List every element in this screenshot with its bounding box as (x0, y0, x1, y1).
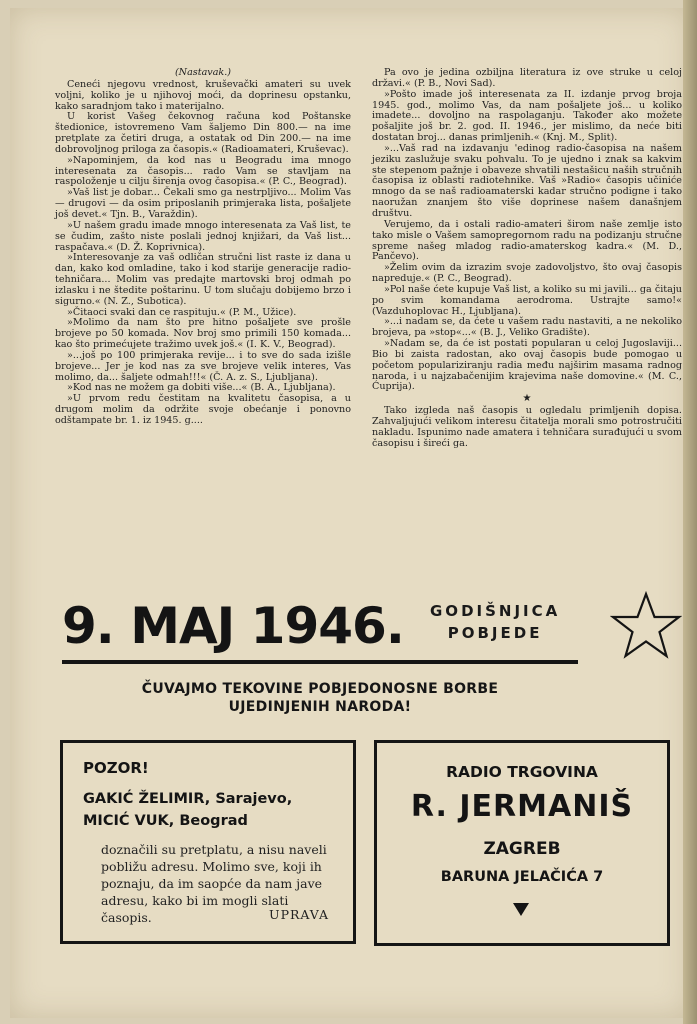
letter-paragraph: »Nadam se, da će ist postati popularan u celoj Jugoslaviji... Bio bi zaista radostan, ako ovaj časopis bude pomogao u početom popularizirаnju radia među najširim masama radnog naroda, i u najzabačenijim krajevima naše domovine.« (M. C., Ćuprija). (372, 338, 682, 393)
notice-box (60, 740, 356, 944)
letter-paragraph: Verujemo, da i ostali radio-amateri širom naše zemlje isto tako misle o Vašem samopregornom radu na podizanju stručne spreme našeg mladog radio-amaterskog kadra.« (M. D., Pančevo). (372, 218, 682, 263)
letter-paragraph: »...i nadam se, da ćete u vašem radu nastaviti, a ne nekoliko brojeva, pa »stop«...« (B. J., Veliko Gradište). (372, 316, 682, 339)
page-binding-edge (683, 0, 697, 1024)
victory-day-banner (62, 596, 678, 672)
notice-name-2: MICIĆ VUK, Beograd (83, 813, 248, 829)
shop-advert-box (374, 740, 670, 946)
shop-name: R. JERMANIŠ (410, 789, 634, 824)
letter-paragraph: »Čitaoci svaki dan ce raspituju.« (P. M., Užice). (67, 306, 297, 318)
triangle-down-icon (513, 903, 529, 916)
section-divider-star: ★ (522, 393, 532, 405)
letter-paragraph: »Napominjem, da kod nas u Beogradu ima mnogo interesenata za časopis... rado Vam se stavljam na raspoloženje u cilju širenja ovog časopisa.« (P. C., Beograd). (55, 154, 351, 188)
letter-paragraph: »Kod nas ne možem ga dobiti više...« (B. A., Ljubljana). (67, 382, 336, 394)
slogan-line-1: ČUVAJMO TEKOVINE POBJEDONOSNE BORBE (141, 681, 499, 697)
letter-paragraph: »Vaš list je dobar... Čekali smo ga nestrpljivo... Molim Vas — drugovi — da osim priposlanih primjeraka lista, pošaljete još devet.« Tjn. B., Varaždin). (55, 187, 351, 220)
banner-slogan (62, 680, 578, 716)
slogan-line-2: UJEDINJENIH NARODA! (228, 699, 412, 715)
letter-paragraph: »Pošto imade još interesenata za II. izdanje prvog broja 1945. god., molimo Vas, da nam pošaljete još... u koliko imadete... dovoljno na raspolaganju. Također ako možete pošaljite još br. 2. god. II. 1946., jer mislimo, da neće biti dostatan broj... danas primljenih.« (Knj. M., Split). (372, 88, 682, 144)
notice-name-1: GAKIĆ ŽELIMIR, Sarajevo, (83, 791, 293, 807)
notice-text: doznačili su pretplatu, a nisu naveli pobližu adresu. Molimo sve, koji ih poznaju, da im saopće da nam jave adresu, kako bi im mogli slati časopis. (101, 842, 327, 925)
letter-paragraph: »U našem gradu imade mnogo interesenata za Vaš list, te se čudim, zašto niste poslali jednoj knjižari, da Vaš list... raspačava.« (D. Ž. Koprivnica). (55, 219, 351, 253)
letter-paragraph: »Molimo da nam što pre hitno pošaljete sve prošle brojeve po 50 komada. Nov broj smo primili 150 komada... kao što primećujete tražimo uvek još.« (I. K. V., Beograd). (55, 317, 351, 351)
banner-date: 9. MAJ 1946. (62, 597, 404, 655)
anniversary-line-1: GODIŠNJICA (430, 602, 561, 620)
notice-heading: POZOR! (83, 759, 149, 777)
letter-paragraph: »...još po 100 primjeraka revije... i to sve do sada izišle brojeve... Jer je kod nas za sve brojeve velik interes, Vas molimo, da... šaljete odmah!!!« (Č. A. z. S., Ljubljana). (55, 349, 351, 383)
letter-paragraph: »Želim ovim da izrazim svoje zadovoljstvo, što ovaj časopis napreduje.« (P. C., Beograd). (372, 262, 682, 285)
letter-paragraph: Pa ovo je jedina ozbiljna literatura iz ove struke u celoj državi.« (P. B., Novi Sad). (372, 67, 682, 89)
shop-address: BARUNA JELAČIĆA 7 (440, 869, 604, 885)
letter-paragraph: »U prvom redu čestitam na kvalitetu časopisa, a u drugom molim da održite svoje obećanje i ponovno odštampate br. 1. iz 1945. g.... (55, 393, 351, 426)
article-column-right (372, 68, 682, 450)
letter-paragraph: U korist Vašeg čekovnog računa kod Poštanske štedionice, istovremeno Vam šaljemo Din 800.— na ime pretplate za četiri druga, a ostatak od Din 200.— na ime dobrovoljnog priloga za časopis.« (Radioamateri, Kruševac). (55, 111, 351, 155)
banner-anniversary (430, 600, 560, 644)
notice-signature: UPRAVA (269, 907, 329, 922)
star-icon (610, 590, 682, 662)
shop-type: RADIO TRGOVINA (446, 763, 598, 781)
letter-paragraph: »...Vaš rad na izdavanju 'edinog radio-časopisa na našem jeziku zaslužuje svaku pohvalu. To je ujedno i znak sa kakvim ste stepenom pažnje i obaveze shvatili nestašicu naših stručnih časopisa iz oblasti radiotehnike. Vaš »Radio« časopis učiniće mnogo da se naš radioamaterski kadar stručno podigne i tako naoružan znanjem što više doprinese našem današnjem društvu. (372, 142, 682, 219)
letter-paragraph: Ceneći njegovu vrednost, kruševački amateri su uvek voljni, koliko je u njihovoj moći, da doprinesu opstanku, kako saradnjom tako i materijalno. (55, 78, 351, 112)
shop-city: ZAGREB (483, 839, 561, 859)
banner-rule (62, 660, 578, 664)
letter-paragraph: »Pol naše ćete kupuje Vaš list, a koliko su mi javili... ga čitaju po svim komandama aerodroma. Ustrajte samo!« (Vazduhoplovac H., Ljubljana). (372, 283, 682, 317)
continued-label: (Nastavak.) (174, 67, 232, 78)
closing-paragraph: Tako izgleda naš časopis u ogledalu primljenih dopisa. Zahvaljujući velikom interesu čitatelja morali smo potrostručiti nakladu. Ispunimo nade amatera i tehničara surađujući u svom časopisu i šireći ga. (372, 405, 682, 449)
anniversary-line-2: POBJEDE (447, 624, 543, 642)
article-column-left (55, 68, 351, 427)
letter-paragraph: »Interesovanje za vaš odličan stručni list raste iz dana u dan, kako kod omladine, tako i kod starije generacije radio-tehničara... Molim vas predajte martovski broj odmah po izlasku i ne štedite poštarinu. U tom slučaju dobijemo brzo i sigurno.« (N. Z., Subotica). (55, 252, 351, 307)
